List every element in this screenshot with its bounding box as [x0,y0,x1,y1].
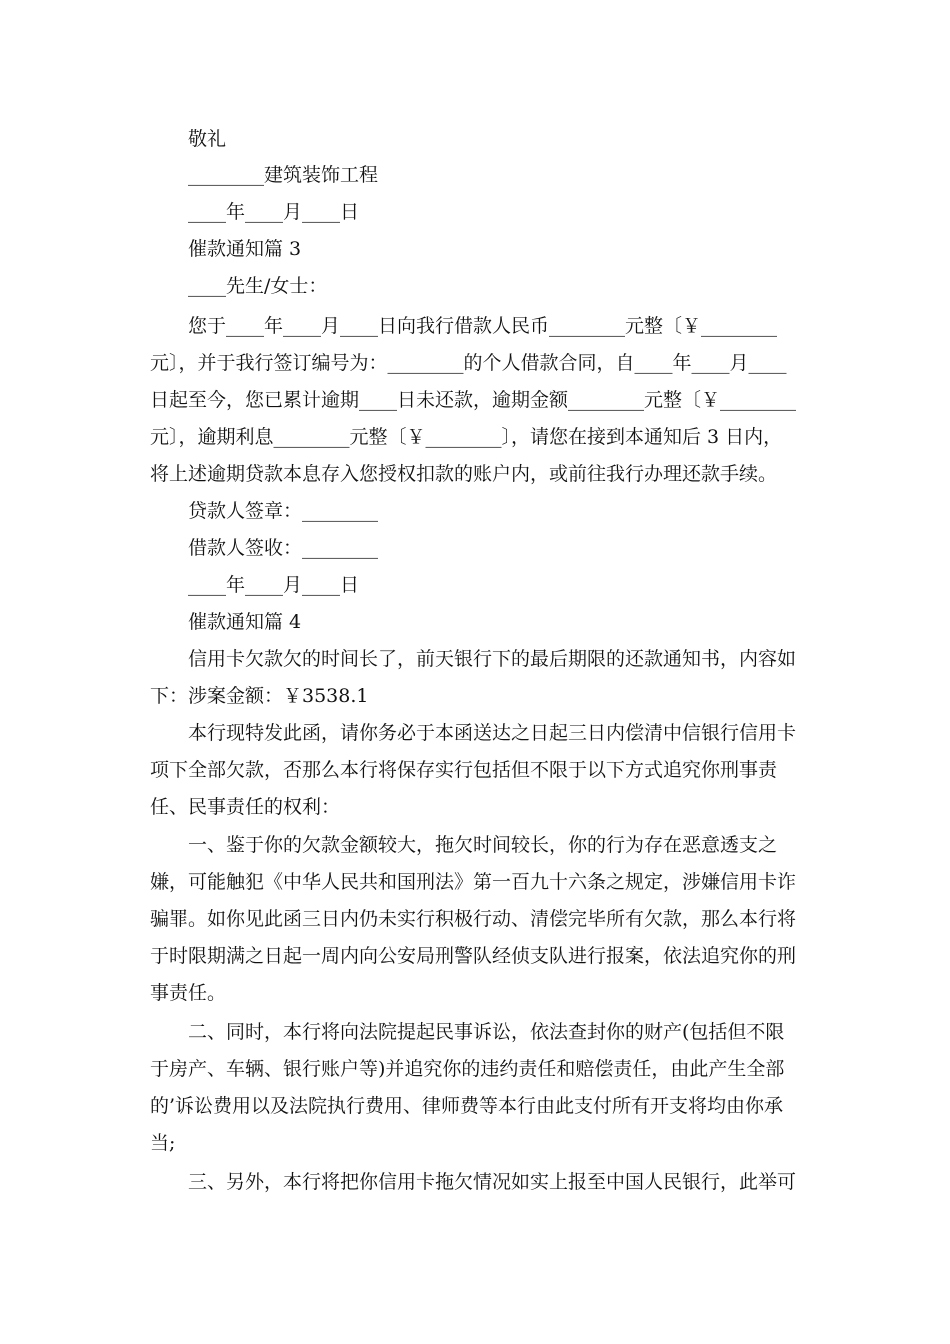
paragraph-line: 将上述逾期贷款本息存入您授权扣款的账户内，或前往我行办理还款手续。 [150,463,778,485]
paragraph-line: 的’诉讼费用以及法院执行费用、律师费等本行由此支付所有开支将均由你承 [150,1095,784,1117]
paragraph-line: 任、民事责任的权利： [150,796,341,818]
paragraph-line: 您于____年____月____日向我行借款人民币________元整〔￥________ [188,315,778,337]
paragraph-line: 信用卡欠款欠的时间长了，前天银行下的最后期限的还款通知书，内容如 [188,648,797,670]
paragraph-line: 下：涉案金额：￥3538.1 [150,685,369,707]
paragraph-line: 于房产、车辆、银行账户等)并追究你的违约责任和赔偿责任，由此产生全部 [150,1058,785,1080]
lender-signature-line: 贷款人签章：________ [188,500,379,522]
paragraph-line: 嫌，可能触犯《中华人民共和国刑法》第一百九十六条之规定，涉嫌信用卡诈 [150,871,797,893]
paragraph-line: 元〕，并于我行签订编号为：________的个人借款合同，自____年____月____ [150,352,787,374]
recipient-salutation: ____先生/女士： [188,275,328,297]
paragraph-line: 骗罪。如你见此函三日内仍未实行积极行动、清偿完毕所有欠款，那么本行将 [150,908,797,930]
paragraph-line: 三、另外，本行将把你信用卡拖欠情况如实上报至中国人民银行，此举可 [188,1171,797,1193]
paragraph-line: 项下全部欠款，否那么本行将保存实行包括但不限于以下方式追究你刑事责 [150,759,778,781]
closing-salutation: 敬礼 [188,128,227,150]
paragraph-line: 本行现特发此函，请你务必于本函送达之日起三日内偿清中信银行信用卡 [188,722,797,744]
paragraph-line: 事责任。 [150,982,227,1004]
borrower-signature-line: 借款人签收：________ [188,537,379,559]
paragraph-line: 日起至今，您已累计逾期____日未还款，逾期金额________元整〔￥________ [150,389,797,411]
date-line: ____年____月____日 [188,574,360,596]
paragraph-line: 于时限期满之日起一周内向公安局刑警队经侦支队进行报案，依法追究你的刑 [150,945,797,967]
company-name-line: ________建筑装饰工程 [188,164,379,186]
section-heading-3: 催款通知篇 3 [188,238,302,260]
paragraph-line: 一、鉴于你的欠款金额较大，拖欠时间较长，你的行为存在恶意透支之 [188,834,778,856]
section-heading-4: 催款通知篇 4 [188,611,302,633]
paragraph-line: 当; [150,1132,176,1154]
paragraph-line: 元〕，逾期利息________元整〔￥________〕，请您在接到本通知后 3 日内， [150,426,783,448]
paragraph-line: 二、同时，本行将向法院提起民事诉讼，依法查封你的财产(包括但不限 [188,1021,785,1043]
date-line: ____年____月____日 [188,201,360,223]
